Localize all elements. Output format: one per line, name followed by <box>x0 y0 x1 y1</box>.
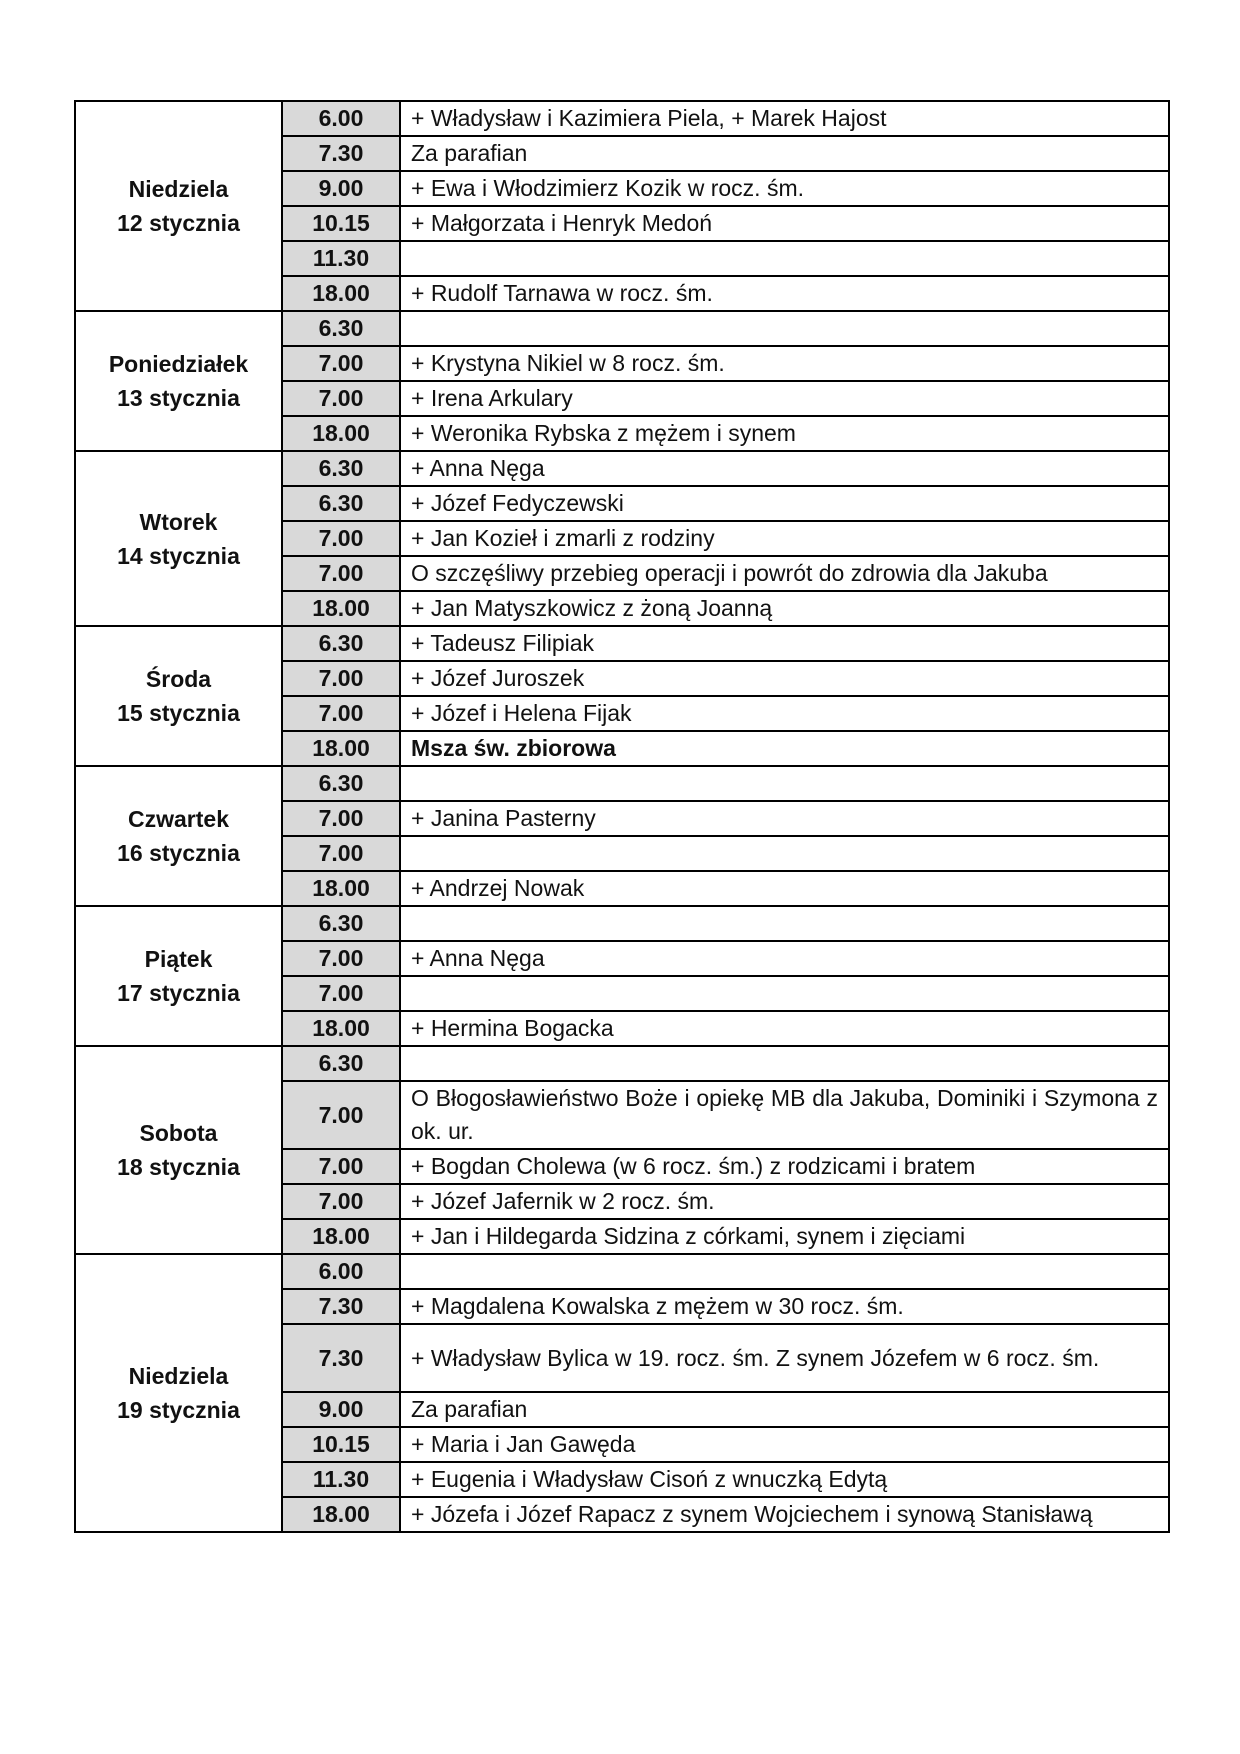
day-cell <box>75 626 282 766</box>
mass-intention <box>400 766 1169 801</box>
mass-intention <box>400 1254 1169 1289</box>
mass-time: 7.00 <box>282 941 400 976</box>
mass-time: 18.00 <box>282 731 400 766</box>
mass-time: 7.00 <box>282 976 400 1011</box>
mass-time: 7.00 <box>282 1184 400 1219</box>
day-date: 17 stycznia <box>117 980 240 1006</box>
mass-row <box>75 1254 1169 1289</box>
mass-intention: + Józef Jafernik w 2 rocz. śm. <box>400 1184 1169 1219</box>
day-date: 14 stycznia <box>117 542 240 569</box>
mass-time: 7.30 <box>282 1324 400 1392</box>
mass-time: 7.00 <box>282 381 400 416</box>
day-date: 16 stycznia <box>117 840 240 866</box>
mass-time: 18.00 <box>282 1219 400 1254</box>
mass-time: 6.30 <box>282 486 400 521</box>
mass-intention: + Magdalena Kowalska z mężem w 30 rocz. śm. <box>400 1289 1169 1324</box>
mass-time: 18.00 <box>282 591 400 626</box>
day-date: 12 stycznia <box>117 210 240 236</box>
mass-time: 6.30 <box>282 451 400 486</box>
mass-time: 6.30 <box>282 766 400 801</box>
mass-intention: + Anna Nęga <box>400 941 1169 976</box>
mass-intention <box>400 1046 1169 1081</box>
day-date: 15 stycznia <box>117 700 240 726</box>
mass-intention: + Bogdan Cholewa (w 6 rocz. śm.) z rodzicami i bratem <box>400 1149 1169 1184</box>
mass-intention: + Weronika Rybska z mężem i synem <box>400 416 1169 451</box>
day-name: Czwartek <box>128 806 229 832</box>
mass-schedule-table <box>74 100 1170 1533</box>
day-name: Poniedziałek <box>108 351 249 377</box>
mass-intention: + Janina Pasterny <box>400 801 1169 836</box>
day-name: Sobota <box>139 1120 218 1146</box>
mass-time: 6.30 <box>282 1046 400 1081</box>
mass-intention: + Józefa i Józef Rapacz z synem Wojciechem i synową Stanisławą <box>400 1497 1169 1532</box>
mass-intention <box>400 241 1169 276</box>
mass-row <box>75 626 1169 661</box>
mass-intention: + Jan Matyszkowicz z żoną Joanną <box>400 591 1169 626</box>
mass-intention: + Jan Kozieł i zmarli z rodziny <box>400 521 1169 556</box>
mass-intention <box>400 311 1169 346</box>
mass-schedule-body <box>75 101 1169 1532</box>
day-cell <box>75 766 282 906</box>
day-cell <box>75 1254 282 1532</box>
mass-intention: + Tadeusz Filipiak <box>400 626 1169 661</box>
mass-time: 6.30 <box>282 906 400 941</box>
day-date: 13 stycznia <box>117 385 240 411</box>
day-name: Wtorek <box>139 508 218 535</box>
mass-row <box>75 451 1169 486</box>
mass-intention: + Irena Arkulary <box>400 381 1169 416</box>
mass-intention: Za parafian <box>400 136 1169 171</box>
mass-intention <box>400 906 1169 941</box>
mass-time: 18.00 <box>282 276 400 311</box>
day-name: Piątek <box>144 946 213 972</box>
mass-row <box>75 766 1169 801</box>
day-name: Środa <box>145 666 212 692</box>
mass-time: 6.00 <box>282 101 400 136</box>
day-date: 18 stycznia <box>117 1154 240 1180</box>
mass-time: 6.00 <box>282 1254 400 1289</box>
mass-time: 18.00 <box>282 1011 400 1046</box>
mass-time: 7.00 <box>282 556 400 591</box>
mass-row <box>75 311 1169 346</box>
mass-intention: + Rudolf Tarnawa w rocz. śm. <box>400 276 1169 311</box>
mass-intention: + Jan i Hildegarda Sidzina z córkami, synem i zięciami <box>400 1219 1169 1254</box>
mass-time: 7.30 <box>282 136 400 171</box>
mass-time: 7.00 <box>282 696 400 731</box>
mass-time: 10.15 <box>282 206 400 241</box>
mass-intention: + Władysław Bylica w 19. rocz. śm. Z synem Józefem w 6 rocz. śm. <box>400 1324 1169 1392</box>
mass-intention: + Małgorzata i Henryk Medoń <box>400 206 1169 241</box>
mass-intention: + Józef Juroszek <box>400 661 1169 696</box>
mass-time: 6.30 <box>282 626 400 661</box>
mass-intention: + Hermina Bogacka <box>400 1011 1169 1046</box>
mass-time: 11.30 <box>282 1462 400 1497</box>
mass-intention <box>400 976 1169 1011</box>
mass-intention: + Maria i Jan Gawęda <box>400 1427 1169 1462</box>
mass-time: 9.00 <box>282 171 400 206</box>
mass-intention: + Krystyna Nikiel w 8 rocz. śm. <box>400 346 1169 381</box>
mass-intention: Msza św. zbiorowa <box>400 731 1169 766</box>
mass-intention: Za parafian <box>400 1392 1169 1427</box>
day-cell <box>75 906 282 1046</box>
mass-time: 7.00 <box>282 661 400 696</box>
mass-time: 18.00 <box>282 1497 400 1532</box>
mass-time: 7.00 <box>282 1081 400 1149</box>
mass-row <box>75 1046 1169 1081</box>
mass-time: 7.00 <box>282 801 400 836</box>
mass-time: 10.15 <box>282 1427 400 1462</box>
mass-time: 7.00 <box>282 836 400 871</box>
mass-intention: + Józef i Helena Fijak <box>400 696 1169 731</box>
day-cell <box>75 451 282 626</box>
day-cell <box>75 101 282 311</box>
mass-time: 7.00 <box>282 521 400 556</box>
mass-intention <box>400 836 1169 871</box>
day-name: Niedziela <box>128 176 229 202</box>
mass-intention: + Eugenia i Władysław Cisoń z wnuczką Edytą <box>400 1462 1169 1497</box>
mass-row <box>75 906 1169 941</box>
mass-intention: + Anna Nęga <box>400 451 1169 486</box>
mass-intention: + Józef Fedyczewski <box>400 486 1169 521</box>
mass-time: 9.00 <box>282 1392 400 1427</box>
mass-intention: + Andrzej Nowak <box>400 871 1169 906</box>
mass-time: 18.00 <box>282 416 400 451</box>
day-date: 19 stycznia <box>117 1397 240 1423</box>
mass-time: 18.00 <box>282 871 400 906</box>
mass-intention: + Ewa i Włodzimierz Kozik w rocz. śm. <box>400 171 1169 206</box>
day-cell <box>75 311 282 451</box>
mass-intention: O szczęśliwy przebieg operacji i powrót do zdrowia dla Jakuba <box>400 556 1169 591</box>
mass-time: 11.30 <box>282 241 400 276</box>
mass-time: 7.00 <box>282 346 400 381</box>
mass-time: 7.00 <box>282 1149 400 1184</box>
mass-row <box>75 101 1169 136</box>
mass-intention: + Władysław i Kazimiera Piela, + Marek Hajost <box>400 101 1169 136</box>
day-name: Niedziela <box>128 1363 229 1389</box>
mass-time: 7.30 <box>282 1289 400 1324</box>
day-cell <box>75 1046 282 1254</box>
mass-time: 6.30 <box>282 311 400 346</box>
mass-intention: O Błogosławieństwo Boże i opiekę MB dla Jakuba, Dominiki i Szymona z ok. ur. <box>400 1081 1169 1149</box>
